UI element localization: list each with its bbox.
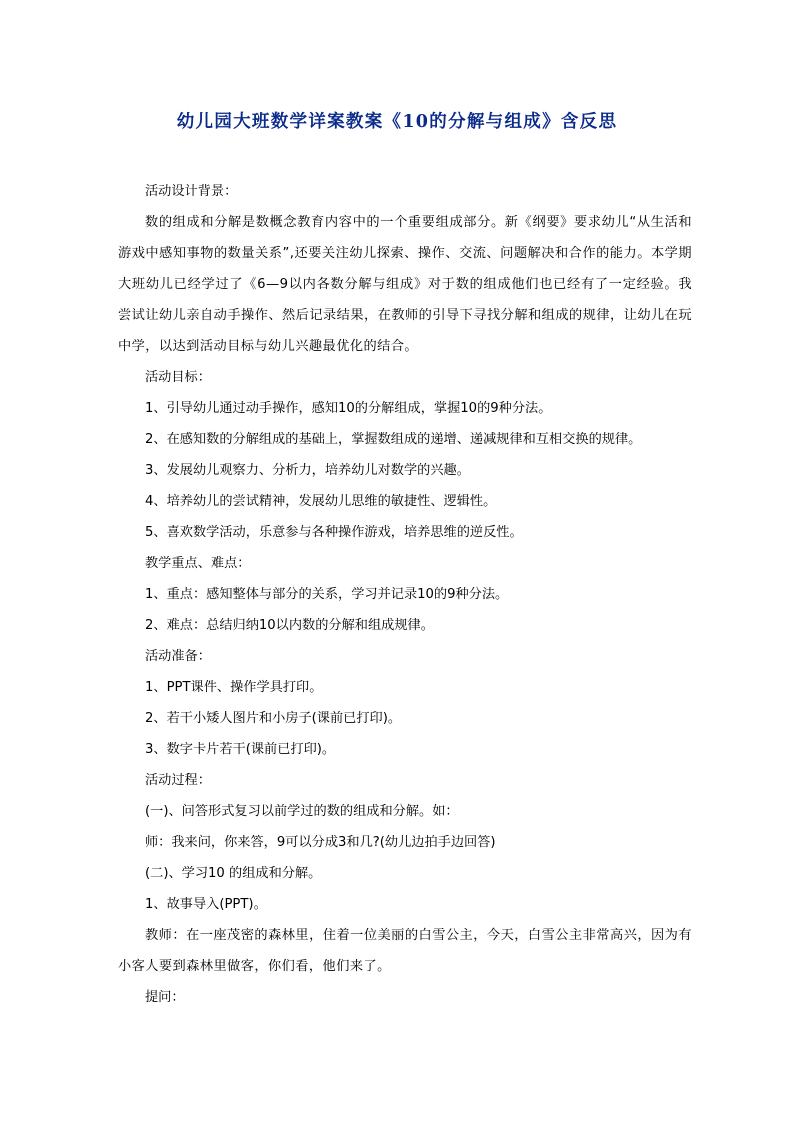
goal-item: 2、在感知数的分解组成的基础上，掌握数组成的递增、递减规律和互相交换的规律。 (145, 432, 642, 447)
preparation-item: 1、PPT课件、操作学具打印。 (145, 680, 323, 695)
process-dialogue: 教师：在一座茂密的森林里，住着一位美丽的白雪公主，今天，白雪公主非常高兴，因为有小客人要到森林里做客，你们看，他们来了。 (118, 928, 692, 974)
section-heading-preparation: 活动准备： (145, 649, 211, 664)
preparation-item: 2、若干小矮人图片和小房子(课前已打印)。 (145, 711, 402, 726)
process-step: 1、故事导入(PPT)。 (145, 897, 267, 912)
section-heading-background: 活动设计背景： (145, 184, 238, 199)
process-question: 提问： (145, 990, 185, 1005)
process-dialogue: 师：我来问，你来答，9可以分成3和几?(幼儿边拍手边回答) (145, 835, 496, 850)
document-body (118, 176, 692, 1013)
key-point-item: 1、重点：感知整体与部分的关系，学习并记录10的9种分法。 (145, 587, 509, 602)
goal-item: 4、培养幼儿的尝试精神，发展幼儿思维的敏捷性、逻辑性。 (145, 494, 497, 509)
key-point-item: 2、难点：总结归纳10以内数的分解和组成规律。 (145, 618, 434, 633)
goal-item: 5、喜欢数学活动，乐意参与各种操作游戏，培养思维的逆反性。 (145, 525, 523, 540)
goal-item: 3、发展幼儿观察力、分析力，培养幼儿对数学的兴趣。 (145, 463, 470, 478)
process-step: (二)、学习10 的组成和分解。 (145, 866, 322, 881)
section-heading-goals: 活动目标： (145, 370, 211, 385)
document-title: 幼儿园大班数学详案教案《10的分解与组成》含反思 (176, 112, 618, 132)
paragraph-background: 数的组成和分解是数概念教育内容中的一个重要组成部分。新《纲要》要求幼儿“从生活和游戏中感知事物的数量关系”,还要关注幼儿探索、操作、交流、问题解决和合作的能力。本学期大班幼儿已经学过了《6—9以内各数分解与组成》对于数的组成他们也已经有了一定经验。我尝试让幼儿亲自动手操作、然后记录结果，在教师的引导下寻找分解和组成的规律，让幼儿在玩中学，以达到活动目标与幼儿兴趣最优化的结合。 (118, 215, 692, 354)
preparation-item: 3、数字卡片若干(课前已打印)。 (145, 742, 336, 757)
goal-item: 1、引导幼儿通过动手操作，感知10的分解组成，掌握10的9种分法。 (145, 401, 552, 416)
section-heading-process: 活动过程： (145, 773, 211, 788)
process-step: (一)、问答形式复习以前学过的数的组成和分解。如： (145, 804, 459, 819)
section-heading-key-points: 教学重点、难点： (145, 556, 251, 571)
